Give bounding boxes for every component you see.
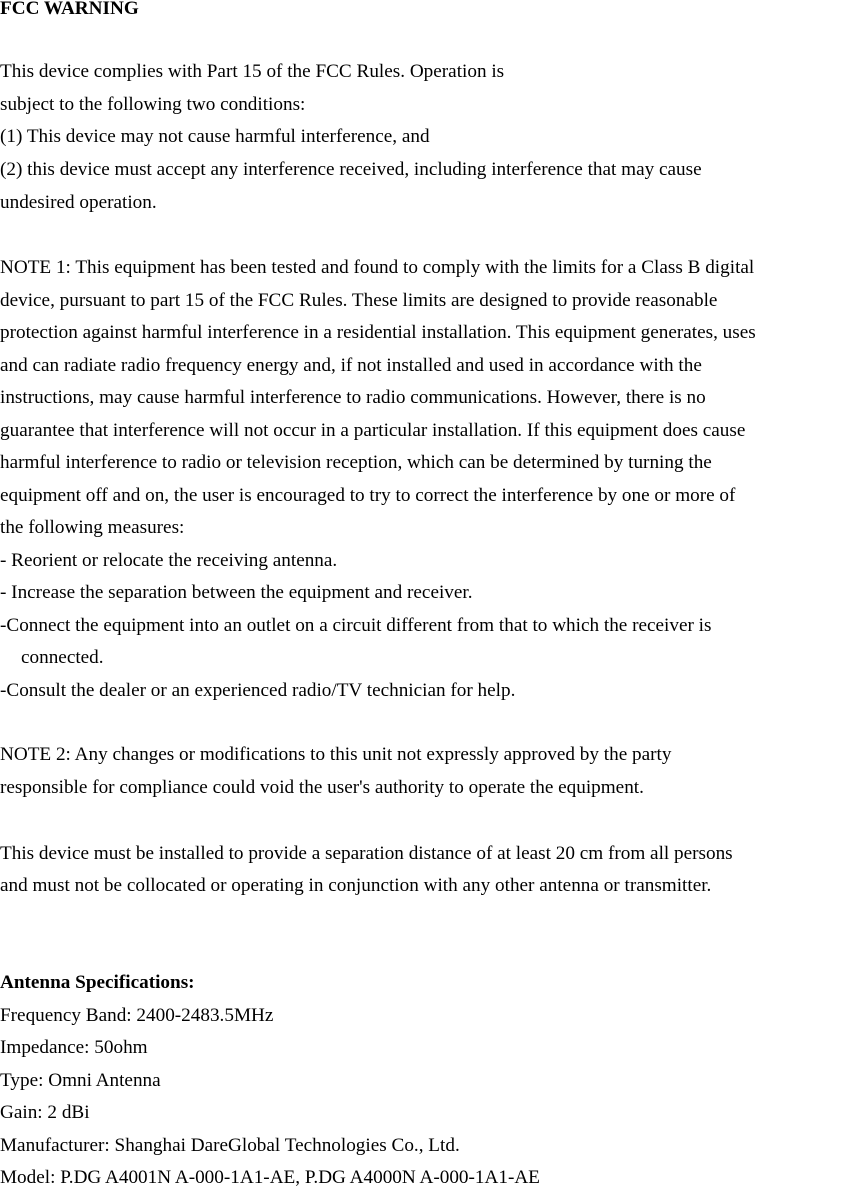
note2-line: responsible for compliance could void the user's authority to operate the equipment.	[0, 777, 644, 798]
compliance-line: (1) This device may not cause harmful interference, and	[0, 126, 430, 147]
antenna-specs-heading: Antenna Specifications:	[0, 972, 195, 993]
measure-item: - Reorient or relocate the receiving antenna.	[0, 550, 338, 571]
antenna-spec-item: Type: Omni Antenna	[0, 1070, 161, 1091]
compliance-line: undesired operation.	[0, 192, 157, 213]
note1-line: instructions, may cause harmful interference to radio communications. However, there is no	[0, 387, 706, 408]
antenna-spec-item: Model: P.DG A4001N A-000-1A1-AE, P.DG A4000N A-000-1A1-AE	[0, 1167, 540, 1188]
compliance-line: (2) this device must accept any interference received, including interference that may cause	[0, 159, 702, 180]
note1-line: protection against harmful interference in a residential installation. This equipment generates, uses	[0, 322, 756, 343]
note1-line: and can radiate radio frequency energy and, if not installed and used in accordance with the	[0, 355, 702, 376]
measure-item-continued: connected.	[21, 647, 104, 668]
note1-line: equipment off and on, the user is encouraged to try to correct the interference by one or more of	[0, 485, 736, 506]
measure-item: -Connect the equipment into an outlet on a circuit different from that to which the receiver is	[0, 615, 712, 636]
fcc-warning-heading: FCC WARNING	[0, 0, 139, 19]
antenna-spec-item: Gain: 2 dBi	[0, 1102, 90, 1123]
separation-line: and must not be collocated or operating in conjunction with any other antenna or transmitter.	[0, 875, 712, 896]
antenna-spec-item: Frequency Band: 2400-2483.5MHz	[0, 1005, 274, 1026]
note1-line: guarantee that interference will not occur in a particular installation. If this equipment does cause	[0, 420, 746, 441]
note1-line: NOTE 1: This equipment has been tested and found to comply with the limits for a Class B digital	[0, 257, 755, 278]
note1-line: harmful interference to radio or television reception, which can be determined by turning the	[0, 452, 712, 473]
measure-item: - Increase the separation between the equipment and receiver.	[0, 582, 473, 603]
compliance-line: This device complies with Part 15 of the FCC Rules. Operation is	[0, 61, 505, 82]
measure-item: -Consult the dealer or an experienced radio/TV technician for help.	[0, 680, 516, 701]
antenna-spec-item: Manufacturer: Shanghai DareGlobal Technologies Co., Ltd.	[0, 1135, 460, 1156]
note1-line: the following measures:	[0, 517, 185, 538]
note1-line: device, pursuant to part 15 of the FCC Rules. These limits are designed to provide reasonable	[0, 290, 718, 311]
compliance-line: subject to the following two conditions:	[0, 94, 306, 115]
note2-line: NOTE 2: Any changes or modifications to this unit not expressly approved by the party	[0, 744, 672, 765]
separation-line: This device must be installed to provide a separation distance of at least 20 cm from all persons	[0, 843, 733, 864]
antenna-spec-item: Impedance: 50ohm	[0, 1037, 148, 1058]
